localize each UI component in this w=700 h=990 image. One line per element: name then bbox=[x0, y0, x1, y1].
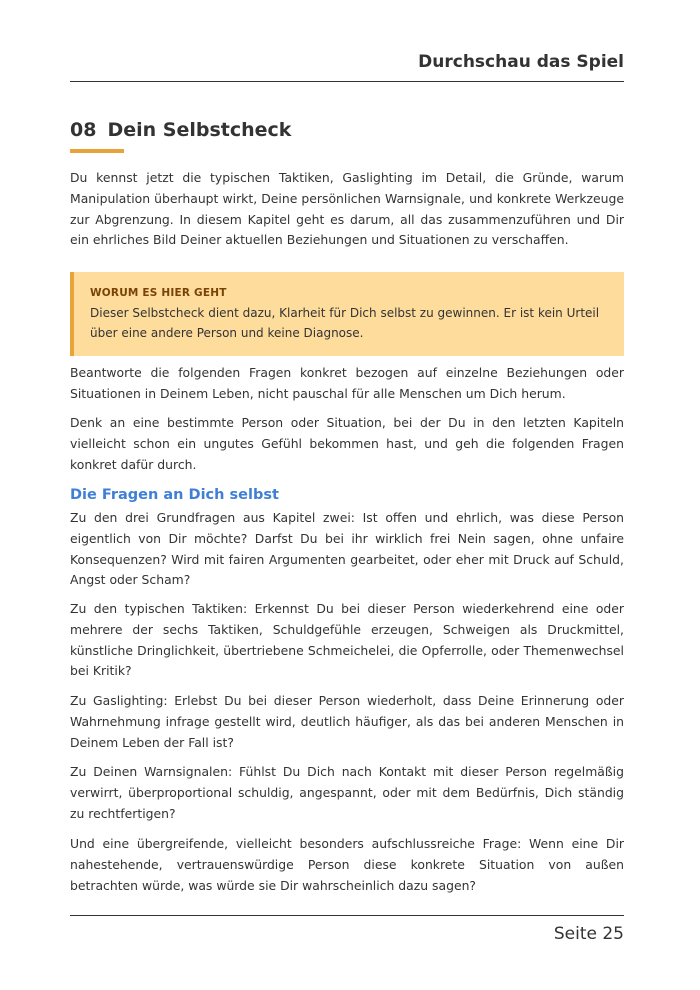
question-paragraph: Zu Gaslighting: Erlebst Du bei dieser Person wiederholt, dass Deine Erinnerung oder Wahrnehmung infrage gestellt wird, deutlich häufiger, als das bei anderen Menschen in Deinem Leben der Fall ist? bbox=[70, 693, 624, 750]
body-paragraph: Beantworte die folgenden Fragen konkret bezogen auf einzelne Beziehungen oder Situationen in Deinem Leben, nicht pauschal für alle Menschen um Dich herum. bbox=[70, 365, 624, 401]
question-paragraph: Und eine übergreifende, vielleicht besonders aufschlussreiche Frage: Wenn eine Dir nahestehende, vertrauenswürdige Person diese konkrete Situation von außen betrachten würde, was würde sie Dir wahrscheinlich dazu sagen? bbox=[70, 836, 624, 893]
chapter-title bbox=[70, 119, 291, 141]
running-header: Durchschau das Spiel bbox=[418, 52, 624, 72]
page-number: Seite 25 bbox=[553, 924, 624, 944]
info-callout bbox=[70, 272, 624, 356]
header-rule bbox=[70, 81, 624, 82]
callout-text: Dieser Selbstcheck dient dazu, Klarheit für Dich selbst zu gewinnen. Er ist kein Urteil über eine andere Person und keine Diagnose. bbox=[90, 306, 600, 340]
chapter-number: 08 bbox=[70, 119, 97, 141]
intro-paragraph: Du kennst jetzt die typischen Taktiken, Gaslighting im Detail, die Gründe, warum Manipulation überhaupt wirkt, Deine persönlichen Warnsignale, und konkrete Werkzeuge zur Abgrenzung. In diesem Kapitel geht es darum, all das zusammenzuführen und Dir ein ehrliches Bild Deiner aktuellen Beziehungen und Situationen zu verschaffen. bbox=[70, 170, 624, 248]
body-paragraph: Denk an eine bestimmte Person oder Situation, bei der Du in den letzten Kapiteln vielleicht schon ein ungutes Gefühl bekommen hast, und geh die folgenden Fragen konkret dafür durch. bbox=[70, 415, 624, 472]
question-paragraph: Zu Deinen Warnsignalen: Fühlst Du Dich nach Kontakt mit dieser Person regelmäßig verwirrt, überproportional schuldig, angespannt, oder mit dem Bedürfnis, Dich ständig zu rechtfertigen? bbox=[70, 764, 624, 821]
question-paragraph: Zu den drei Grundfragen aus Kapitel zwei: Ist offen und ehrlich, was diese Person eigentlich von Dir möchte? Darfst Du bei ihr wirklich frei Nein sagen, ohne unfaire Konsequenzen? Wird mit fairen Argumenten gearbeitet, oder eher mit Druck auf Schuld, Angst oder Scham? bbox=[70, 510, 624, 588]
footer-rule bbox=[70, 915, 624, 916]
document-page bbox=[70, 0, 624, 990]
title-accent-bar bbox=[70, 149, 124, 153]
question-paragraph: Zu den typischen Taktiken: Erkennst Du bei dieser Person wiederkehrend eine oder mehrere der sechs Taktiken, Schuldgefühle erzeugen, Schweigen als Druckmittel, künstliche Dringlichkeit, übertriebene Schmeichelei, die Opferrolle, oder Themenwechsel bei Kritik? bbox=[70, 601, 624, 679]
chapter-title-text: Dein Selbstcheck bbox=[107, 119, 292, 141]
callout-label: WORUM ES HIER GEHT bbox=[90, 287, 227, 299]
section-heading: Die Fragen an Dich selbst bbox=[70, 487, 279, 503]
